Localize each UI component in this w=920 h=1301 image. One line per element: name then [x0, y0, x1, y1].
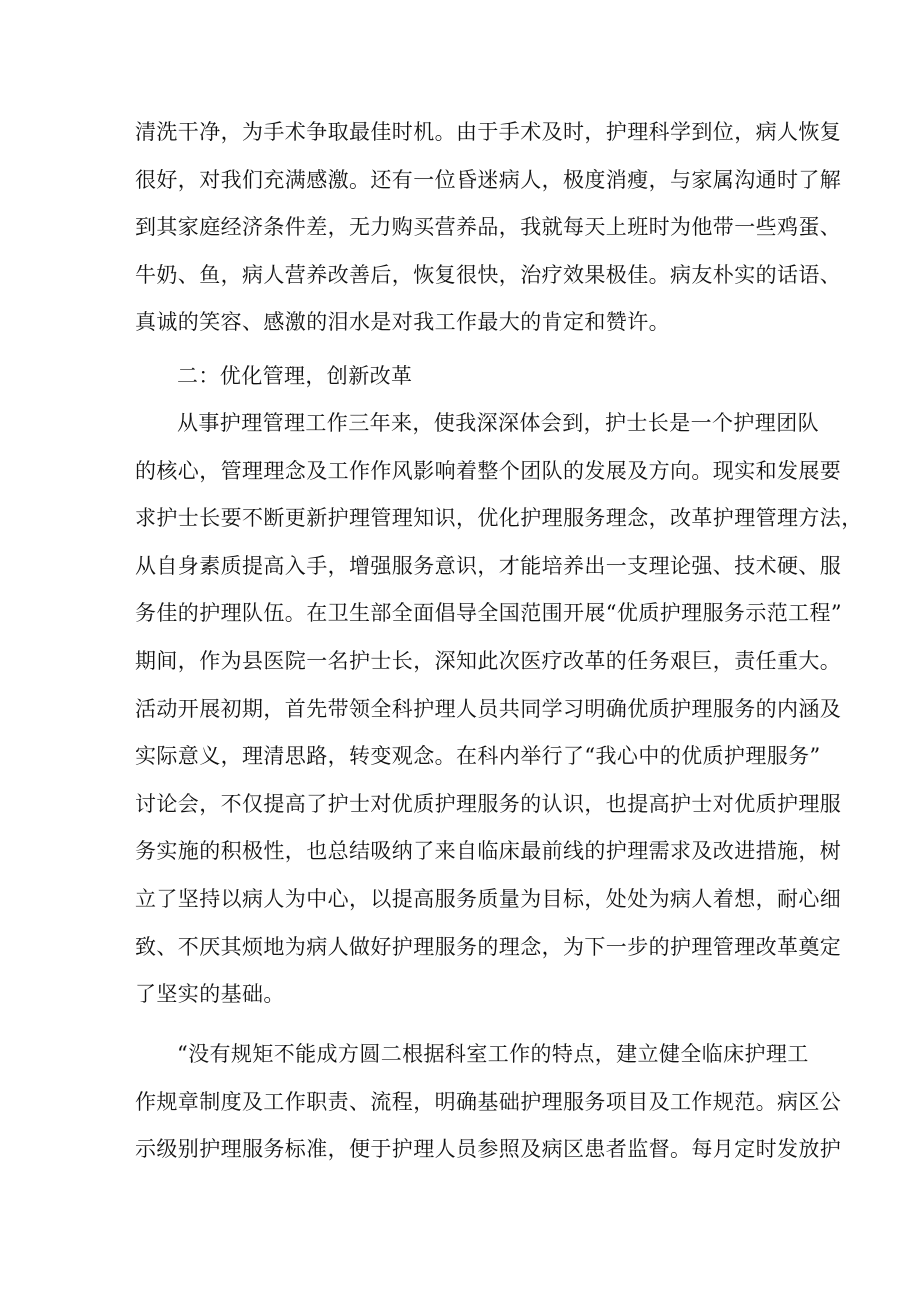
- text-line: 很好，对我们充满感激。还有一位昏迷病人，极度消瘦，与家属沟通时了解: [135, 167, 842, 192]
- text-line: 求护士长要不断更新护理管理知识，优化护理服务理念，改革护理管理方法，: [135, 506, 863, 531]
- text-line: 的核心，管理理念及工作作风影响着整个团队的发展及方向。现实和发展要: [135, 458, 842, 483]
- text-line: 期间，作为县医院一名护士长，深知此次医疗改革的任务艰巨，责任重大。: [135, 648, 842, 673]
- paragraph-management: [135, 400, 863, 1019]
- text-line: “没有规矩不能成方圆二根据科室工作的特点，建立健全临床护理工: [177, 1042, 809, 1066]
- text-line: 牛奶、鱼，病人营养改善后，恢复很快，治疗效果极佳。病友朴实的话语、: [135, 262, 842, 287]
- text-line: 实际意义，理清思路，转变观念。在科内举行了“我心中的优质护理服务”: [135, 744, 821, 769]
- text-line: 清洗干净，为手术争取最佳时机。由于手术及时，护理科学到位，病人恢复: [135, 120, 842, 144]
- text-line: 立了坚持以病人为中心，以提高服务质量为目标，处处为病人着想，耐心细: [135, 886, 842, 911]
- section-heading-text: 二：优化管理，创新改革: [177, 364, 413, 388]
- paragraph-rules: [135, 1031, 842, 1174]
- text-line: 务佳的护理队伍。在卫生部全面倡导全国范围开展“优质护理服务示范工程”: [135, 601, 843, 626]
- text-line: 从事护理管理工作三年来，使我深深体会到，护士长是一个护理团队: [177, 411, 819, 435]
- text-line: 作规章制度及工作职责、流程，明确基础护理服务项目及工作规范。病区公: [135, 1089, 842, 1114]
- text-line: 务实施的积极性，也总结吸纳了来自临床最前线的护理需求及改进措施，树: [135, 839, 842, 864]
- section-heading: [135, 353, 795, 401]
- text-line: 到其家庭经济条件差，无力购买营养品，我就每天上班时为他带一些鸡蛋、: [135, 215, 842, 240]
- text-line: 从自身素质提高入手，增强服务意识，才能培养出一支理论强、技术硬、服: [135, 553, 842, 578]
- text-line: 致、不厌其烦地为病人做好护理服务的理念，为下一步的护理管理改革奠定: [135, 934, 842, 959]
- text-line: 讨论会，不仅提高了护士对优质护理服务的认识，也提高护士对优质护理服: [135, 791, 842, 816]
- text-line: 真诚的笑容、感激的泪水是对我工作最大的肯定和赞许。: [135, 310, 670, 335]
- text-line: 活动开展初期，首先带领全科护理人员共同学习明确优质护理服务的内涵及: [135, 696, 842, 721]
- text-line: 了坚实的基础。: [135, 982, 285, 1007]
- text-line: 示级别护理服务标准，便于护理人员参照及病区患者监督。每月定时发放护: [135, 1137, 842, 1162]
- paragraph-patient-care: [135, 109, 842, 347]
